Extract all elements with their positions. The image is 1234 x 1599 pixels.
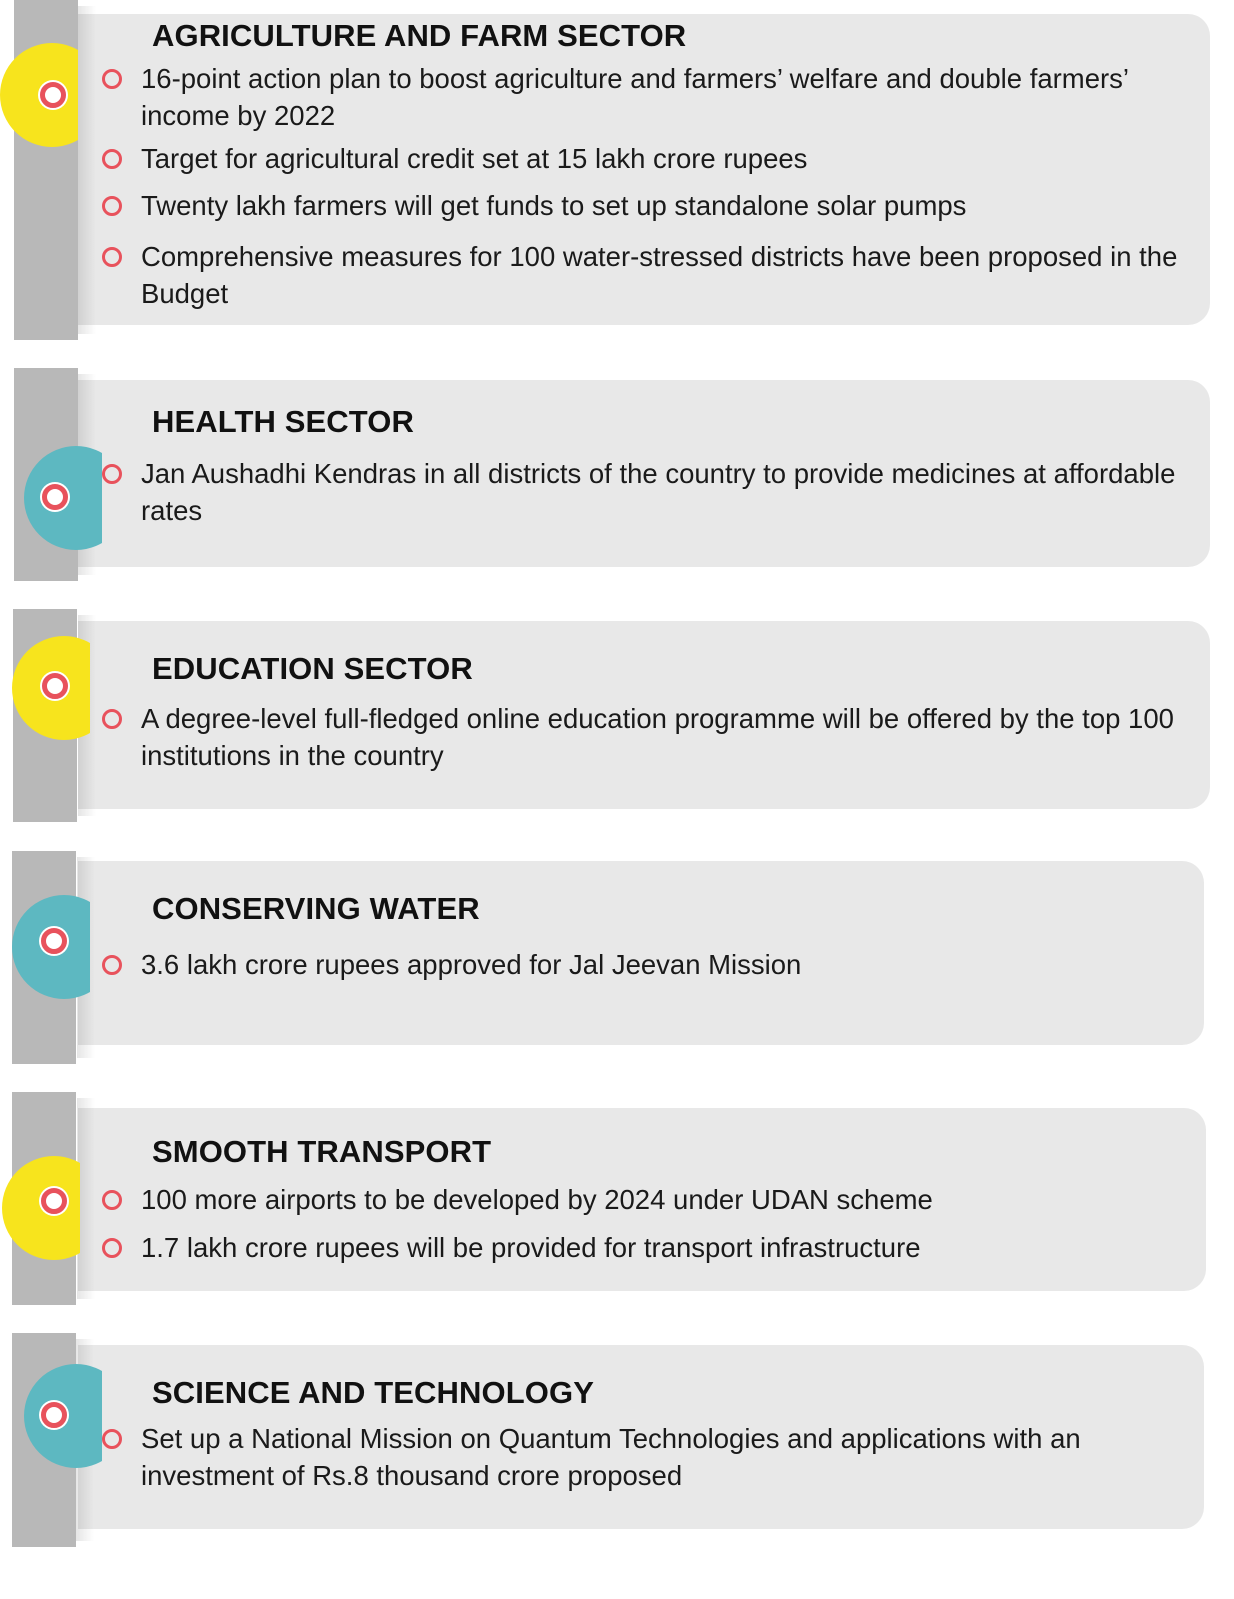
list-item xyxy=(100,140,1204,177)
ring-icon xyxy=(42,484,68,510)
list-item xyxy=(100,700,1204,774)
bullet-text: A degree-level full-fledged online education programme will be offered by the top 100 institutions in the country xyxy=(141,703,1174,771)
section-science xyxy=(0,1333,1234,1547)
bullet-circle-icon xyxy=(102,1238,122,1258)
bullet-text: 16-point action plan to boost agriculture and farmers’ welfare and double farmers’ income by 2022 xyxy=(141,63,1128,131)
bullet-text: Target for agricultural credit set at 15 lakh crore rupees xyxy=(141,143,808,174)
bullet-circle-icon xyxy=(102,955,122,975)
ring-icon xyxy=(41,1402,67,1428)
section-health xyxy=(0,368,1234,581)
bullet-circle-icon xyxy=(102,149,122,169)
list-item xyxy=(100,238,1204,312)
bullet-text: 3.6 lakh crore rupees approved for Jal Jeevan Mission xyxy=(141,949,802,980)
list-item xyxy=(100,1420,1204,1494)
bullet-text: Twenty lakh farmers will get funds to set up standalone solar pumps xyxy=(141,190,967,221)
section-heading: SMOOTH TRANSPORT xyxy=(152,1134,492,1169)
section-transport xyxy=(0,1092,1234,1305)
section-heading: HEALTH SECTOR xyxy=(152,404,414,439)
bullet-circle-icon xyxy=(102,464,122,484)
section-education xyxy=(0,609,1234,822)
bullet-list xyxy=(100,60,1204,312)
bullet-circle-icon xyxy=(102,709,122,729)
list-item xyxy=(100,187,1204,224)
section-water xyxy=(0,851,1234,1064)
bullet-circle-icon xyxy=(102,1429,122,1449)
bullet-text: 100 more airports to be developed by 2024 under UDAN scheme xyxy=(141,1184,933,1215)
bullet-text: 1.7 lakh crore rupees will be provided for transport infrastructure xyxy=(141,1232,921,1263)
list-item xyxy=(100,1229,1204,1266)
bullet-list xyxy=(100,455,1204,529)
ring-icon xyxy=(40,82,66,108)
bullet-list xyxy=(100,1181,1204,1266)
ring-icon xyxy=(41,1188,67,1214)
bullet-list xyxy=(100,700,1204,774)
list-item xyxy=(100,1181,1204,1218)
bullet-text: Jan Aushadhi Kendras in all districts of the country to provide medicines at affordable rates xyxy=(141,458,1176,526)
bullet-list xyxy=(100,1420,1204,1494)
section-heading: AGRICULTURE AND FARM SECTOR xyxy=(152,18,687,53)
section-heading: SCIENCE AND TECHNOLOGY xyxy=(152,1375,594,1410)
section-heading: CONSERVING WATER xyxy=(152,891,480,926)
bullet-text: Comprehensive measures for 100 water-stressed districts have been proposed in the Budget xyxy=(141,241,1178,309)
bullet-list xyxy=(100,946,1204,983)
list-item xyxy=(100,946,1204,983)
section-agriculture xyxy=(0,0,1234,340)
list-item xyxy=(100,455,1204,529)
ring-icon xyxy=(41,928,67,954)
section-heading: EDUCATION SECTOR xyxy=(152,651,473,686)
bullet-circle-icon xyxy=(102,1190,122,1210)
list-item xyxy=(100,60,1204,134)
ring-icon xyxy=(42,673,68,699)
bullet-circle-icon xyxy=(102,196,122,216)
bar-shadow xyxy=(78,6,96,334)
bullet-circle-icon xyxy=(102,69,122,89)
bullet-text: Set up a National Mission on Quantum Technologies and applications with an investment of Rs.8 thousand crore proposed xyxy=(141,1423,1081,1491)
bullet-circle-icon xyxy=(102,247,122,267)
